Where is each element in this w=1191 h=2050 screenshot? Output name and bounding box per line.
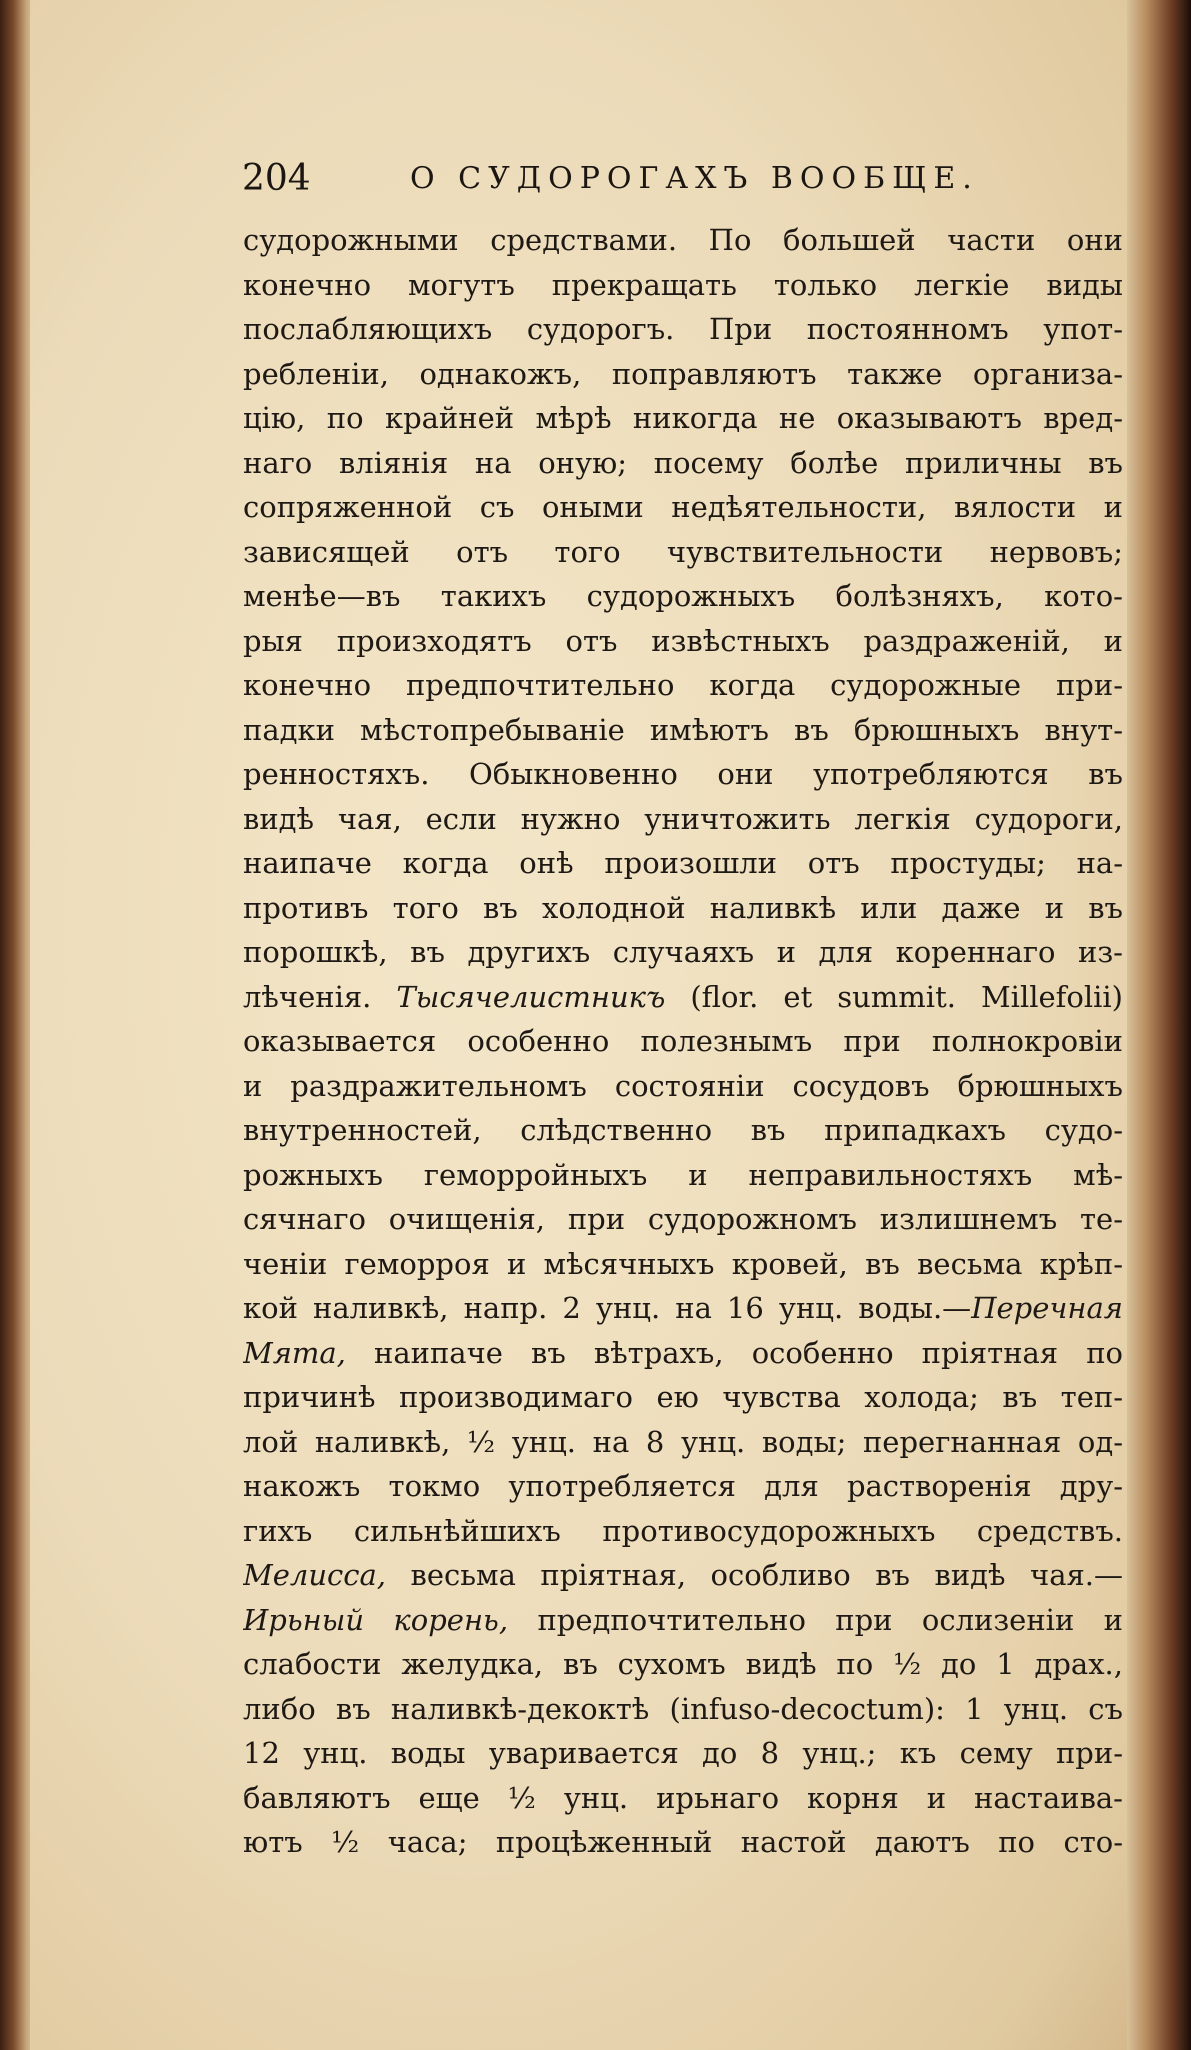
text-line: конечно могутъ прекращать только легкіе виды — [243, 267, 1123, 302]
text-line — [243, 1331, 1123, 1376]
text-line: 12 унц. воды уваривается до 8 унц.; къ сему при- — [243, 1736, 1123, 1770]
running-title: О СУДОРОГАХЪ ВООБЩЕ. — [410, 161, 979, 196]
text-line: рожныхъ геморройныхъ и неправильностяхъ мѣ- — [243, 1157, 1123, 1192]
text-line: внутренностей, слѣдственно въ припадкахъ судо- — [243, 1113, 1123, 1147]
text-line: бавляютъ еще ½ унц. ирьнаго корня и настаива- — [243, 1780, 1123, 1815]
italic-term-melissa: Мелисса, — [243, 1558, 386, 1592]
text-segment: предпочтительно при ослизеніи и — [537, 1602, 1123, 1637]
text-line: и раздражительномъ состояніи сосудовъ брюшныхъ — [243, 1068, 1123, 1103]
text-line: оказывается особенно полезнымъ при полнокровіи — [243, 1024, 1123, 1058]
italic-term-peppermint: Перечная — [971, 1291, 1123, 1325]
text-line: либо въ наливкѣ-декоктѣ (infuso-decoctum): 1 унц. съ — [243, 1691, 1123, 1726]
text-segment: наипаче въ вѣтрахъ, особенно пріятная по — [374, 1335, 1123, 1370]
text-line: лой наливкѣ, ½ унц. на 8 унц. воды; перегнанная од- — [243, 1424, 1123, 1459]
text-line: падки мѣстопребываніе имѣютъ въ брюшныхъ внут- — [243, 712, 1123, 747]
text-line: зависящей отъ того чувствительности нервовъ; — [243, 534, 1123, 569]
text-line: видѣ чая, если нужно уничтожить легкія судороги, — [243, 801, 1123, 836]
text-line: причинѣ производимаго ею чувства холода; въ теп- — [243, 1380, 1123, 1414]
text-line: ченіи геморроя и мѣсячныхъ кровей, въ весьма крѣп- — [243, 1246, 1123, 1281]
text-line: сячнаго очищенія, при судорожномъ излишнемъ те- — [243, 1202, 1123, 1236]
body-text — [243, 218, 1123, 1865]
text-segment: лѣченія. — [243, 979, 372, 1014]
text-line: сопряженной съ оными недѣятельности, вялости и — [243, 490, 1123, 524]
text-line: порошкѣ, въ другихъ случаяхъ и для кореннаго из- — [243, 935, 1123, 969]
text-line — [243, 1553, 1123, 1598]
italic-term-yarrow: Тысячелистникъ — [396, 979, 666, 1014]
text-line: ютъ ½ часа; процѣженный настой даютъ по сто- — [243, 1825, 1123, 1859]
text-segment: весьма пріятная, особливо въ видѣ чая.— — [410, 1558, 1123, 1592]
text-line — [243, 1286, 1123, 1331]
latin-name: (flor. et summit. Millefolii) — [690, 979, 1123, 1014]
text-line: судорожными средствами. По большей части они — [243, 223, 1123, 257]
text-line: слабости желудка, въ сухомъ видѣ по ½ до 1 драх., — [243, 1647, 1123, 1681]
text-line: ребленіи, однакожъ, поправляютъ также организа- — [243, 356, 1123, 391]
text-line: рыя произходятъ отъ извѣстныхъ раздраженій, и — [243, 623, 1123, 658]
italic-term-mint: Мята, — [243, 1335, 346, 1370]
text-line: послабляющихъ судорогъ. При постоянномъ упот- — [243, 312, 1123, 346]
text-line — [243, 1598, 1123, 1643]
text-line — [243, 975, 1123, 1020]
text-line: ренностяхъ. Обыкновенно они употребляются въ — [243, 757, 1123, 791]
page-edge-right — [1127, 0, 1191, 2050]
italic-term-iris-root: Ирьный корень, — [243, 1602, 509, 1637]
text-line: конечно предпочтительно когда судорожные при- — [243, 668, 1123, 702]
page-header — [242, 158, 1002, 208]
text-line: наипаче когда онѣ произошли отъ простуды; на- — [243, 846, 1123, 880]
text-line: менѣе—въ такихъ судорожныхъ болѣзняхъ, кото- — [243, 579, 1123, 613]
text-segment: кой наливкѣ, напр. 2 унц. на 16 унц. воды.— — [243, 1291, 972, 1325]
text-line: наго вліянія на оную; посему болѣе приличны въ — [243, 445, 1123, 480]
text-line: цію, по крайней мѣрѣ никогда не оказываютъ вред- — [243, 401, 1123, 435]
text-line: накожъ токмо употребляется для растворенія дру- — [243, 1469, 1123, 1503]
text-line: гихъ сильнѣйшихъ противосудорожныхъ средствъ. — [243, 1513, 1123, 1548]
page-number: 204 — [242, 158, 311, 199]
text-line: противъ того въ холодной наливкѣ или даже и въ — [243, 890, 1123, 925]
